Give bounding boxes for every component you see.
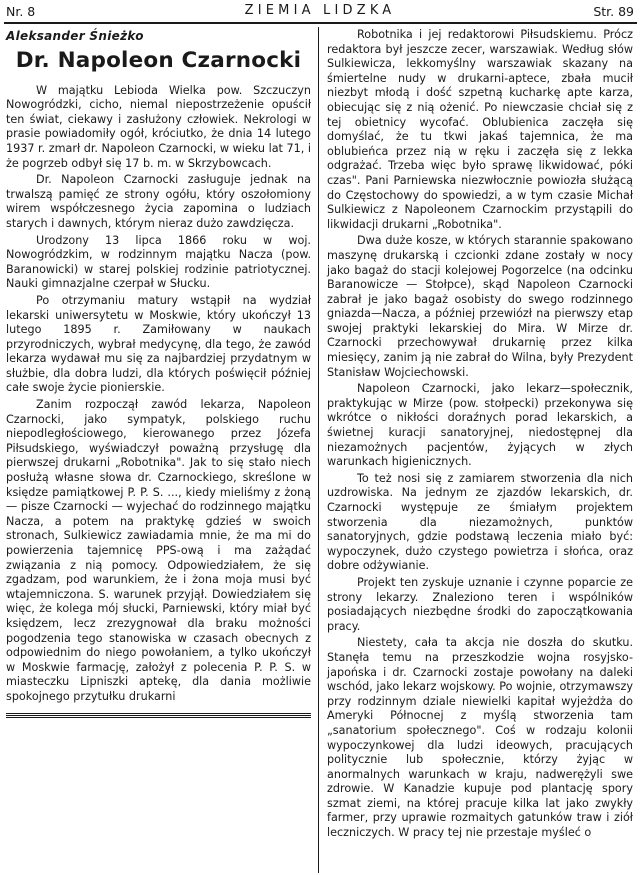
paragraph-robotnik: Robotnika i jej redaktorowi Piłsudskiemu. Prócz redaktora był jeszcze zecer, warszawiak. Według słów Sulkiewicza, lekkomyślny warszawiak skazany na śmiertelne nudy w drukarni-aptece, zbała mucił niezbyt młodą i dość szpetną kucharkę apte karza, obiecując się z nią ożenić. Po niewczasie chciał się z tej obietnicy wycofać. Oblubienica zaczęła się domyślać, że tu tkwi jakaś tajemnica, że ma oblubieńca przez nią w ręku i zaczęła się z lekka odgrażać. Trzeba więc było sprawę likwidować, póki czas". Pani Parniewska niezwłocznie powiozła służącą do Częstochowy do spowiedzi, a w tym czasie Michał Sulkiewicz z Napoleonem Czarnockim przystąpili do likwidacji drukarni „Robotnika". xyxy=(327,28,633,231)
paragraph-printing-house: Zanim rozpoczął zawód lekarza, Napoleon Czarnocki, jako sympatyk, polskiego ruchu niepodległościowego, kierowanego przez Józefa Piłsudskiego, wyświadczył poważną przysługę dla pierwszej drukarni „Robotnika". Jak to się stało niech posłużą własne słowa dr. Czarnockiego, skreślone w księdze pamiątkowej P. P. S. ..., kiedy mieliśmy z żoną — pisze Czarnocki — wyjechać do rodzinnego majątku Nacza, a potem na praktykę gdzieś w swoich stronach, Sulkiewicz zawiadamia mnie, że ma mi do powierzenia tajemnicę PPS-ową i ma zażądać związania z nią pomocy. Odpowiedziałem, że się zgadzam, pod warunkiem, że i żona moja musi być wtajemniczona. S. warunek przyjął. Dowiedziałem się więc, że kolega mój słucki, Parniewski, który miał być księdzem, lecz zrezygnował dla braku możności pogodzenia tego stanowiska w czasach obecnych z odpowiednim do niego powołaniem, a tylko ukończył w Moskwie farmację, założył z polecenia P. P. S. w miasteczku Lipniszki aptekę, dla dania możliwie spokojnego przytułku drukarni xyxy=(6,398,311,703)
journal-title: ZIEMIA LIDZKA xyxy=(244,3,396,18)
article-title: Dr. Napoleon Czarnocki xyxy=(15,47,302,73)
paragraph-health-resort: To też nosi się z zamiarem stworzenia dla nich uzdrowiska. Na jednym ze zjazdów lekarskich, dr. Czarnocki występuje ze śmiałym projektem stworzenia dla niezamożnych, punktów sanatoryjnych, gdzie podstawą leczenia miało być: wypoczynek, dużo czystego powietrza i słońca, oraz dobre odżywianie. xyxy=(327,471,633,573)
issue-number: Nr. 8 xyxy=(6,4,36,19)
article-author: Aleksander Śnieżko xyxy=(6,29,144,43)
paragraph-baskets: Dwa duże kosze, w których starannie spakowano maszynę drukarską i czcionki zdane zostały w nocy jako bagaż do stacji kolejowej Pogorzelce (na odcinku Baranowicze — Stołpce), skąd Napoleon Czarnocki zabrał je jako bagaż osobisty do swego rodzinnego gniazda—Nacza, a później przewiózł na pierwszy etap swojej praktyki lekarskiej do Mira. W Mirze dr. Czarnocki przechowywał drukarnię przez kilka miesięcy, zanim ją nie zabrał do Wilna, były Prezydent Stanisław Wojciechowski. xyxy=(327,234,633,379)
right-column xyxy=(327,28,633,843)
column-divider xyxy=(318,27,319,873)
paragraph-studies: Po otrzymaniu matury wstąpił na wydział lekarski uniwersytetu w Moskwie, który ukończył 13 lutego 1895 r. Zamiłowany w naukach przyrodniczych, wybrał medycynę, dla tego, że zawód lekarza wydawał mu się za najbardziej przydatnym w służbie, dla dobra ludzi, dla których poświęcił później całe swoje życie pionierskie. xyxy=(6,293,311,395)
paragraph-social-doctor: Napoleon Czarnocki, jako lekarz—społecznik, praktykując w Mirze (pow. stołpecki) przekonywa się wkrótce o nikłości doraźnych porad lekarskich, a świetnej kuracji sanatoryjnej, niedostępnej dla niezamożnych pacjentów, żyjących w złych warunkach higienicznych. xyxy=(327,382,633,469)
paragraph-project-support: Projekt ten zyskuje uznanie i czynne poparcie ze strony lekarzy. Znaleziono teren i wspólników posiadających niezbędne środki do zapoczątkowania pracy. xyxy=(327,575,633,633)
page-number: Str. 89 xyxy=(593,4,634,19)
column-end-rule xyxy=(6,713,311,718)
running-header xyxy=(6,2,634,22)
paragraph-death-notice: W majątku Lebioda Wielka pow. Szczuczyn Nowogródzki, cicho, niemal niepostrzeżenie opuścił ten świat, ciekawy i zasłużony człowiek. Nekrologi w prasie powiadomiły ogół, króciutko, że dnia 14 lutego 1937 r. zmarł dr. Napoleon Czarnocki, w wieku lat 71, i że pogrzeb odbył się 17 b. m. w Skrzybowcach. xyxy=(6,83,311,170)
left-column xyxy=(6,28,311,718)
paragraph-birth: Urodzony 13 lipca 1866 roku w woj. Nowogródzkim, w rodzinnym majątku Nacza (pow. Baranowicki) w starej polskiej rodzinie patriotycznej. Nauki gimnazjalne czerpał w Słucku. xyxy=(6,233,311,291)
header-rule xyxy=(4,22,637,24)
paragraph-memory: Dr. Napoleon Czarnocki zasługuje jednak na trwalszą pamięć ze strony ogółu, który oszołomiony wirem współczesnego życia zapomina o ludziach starych i dawnych, którym nieraz dużo zawdzięcza. xyxy=(6,173,311,230)
paragraph-war-and-canada: Niestety, cała ta akcja nie doszła do skutku. Stanęła temu na przeszkodzie wojna rosyjsko-japońska i dr. Czarnocki zostaje powołany na daleki wschód, jako lekarz wojskowy. Po wojnie, otrzymawszy przy rodzinnym dziale niewielki kapitał wyjeżdża do Ameryki Północnej z myślą stworzenia tam „sanatorium społecznego". Coś w rodzaju kolonii wypoczynkowej dla ludzi ideowych, pracujących politycznie lub społecznie, którzy żyjąc w anormalnych warunkach w kraju, nadwerężyli swe zdrowie. W Kanadzie kupuje pod plantację spory szmat ziemi, na której pracuje kilka lat jako zwykły farmer, przy uprawie rozmaitych gatunków traw i ziół leczniczych. W pracy tej nie przestaje myśleć o xyxy=(327,636,633,840)
